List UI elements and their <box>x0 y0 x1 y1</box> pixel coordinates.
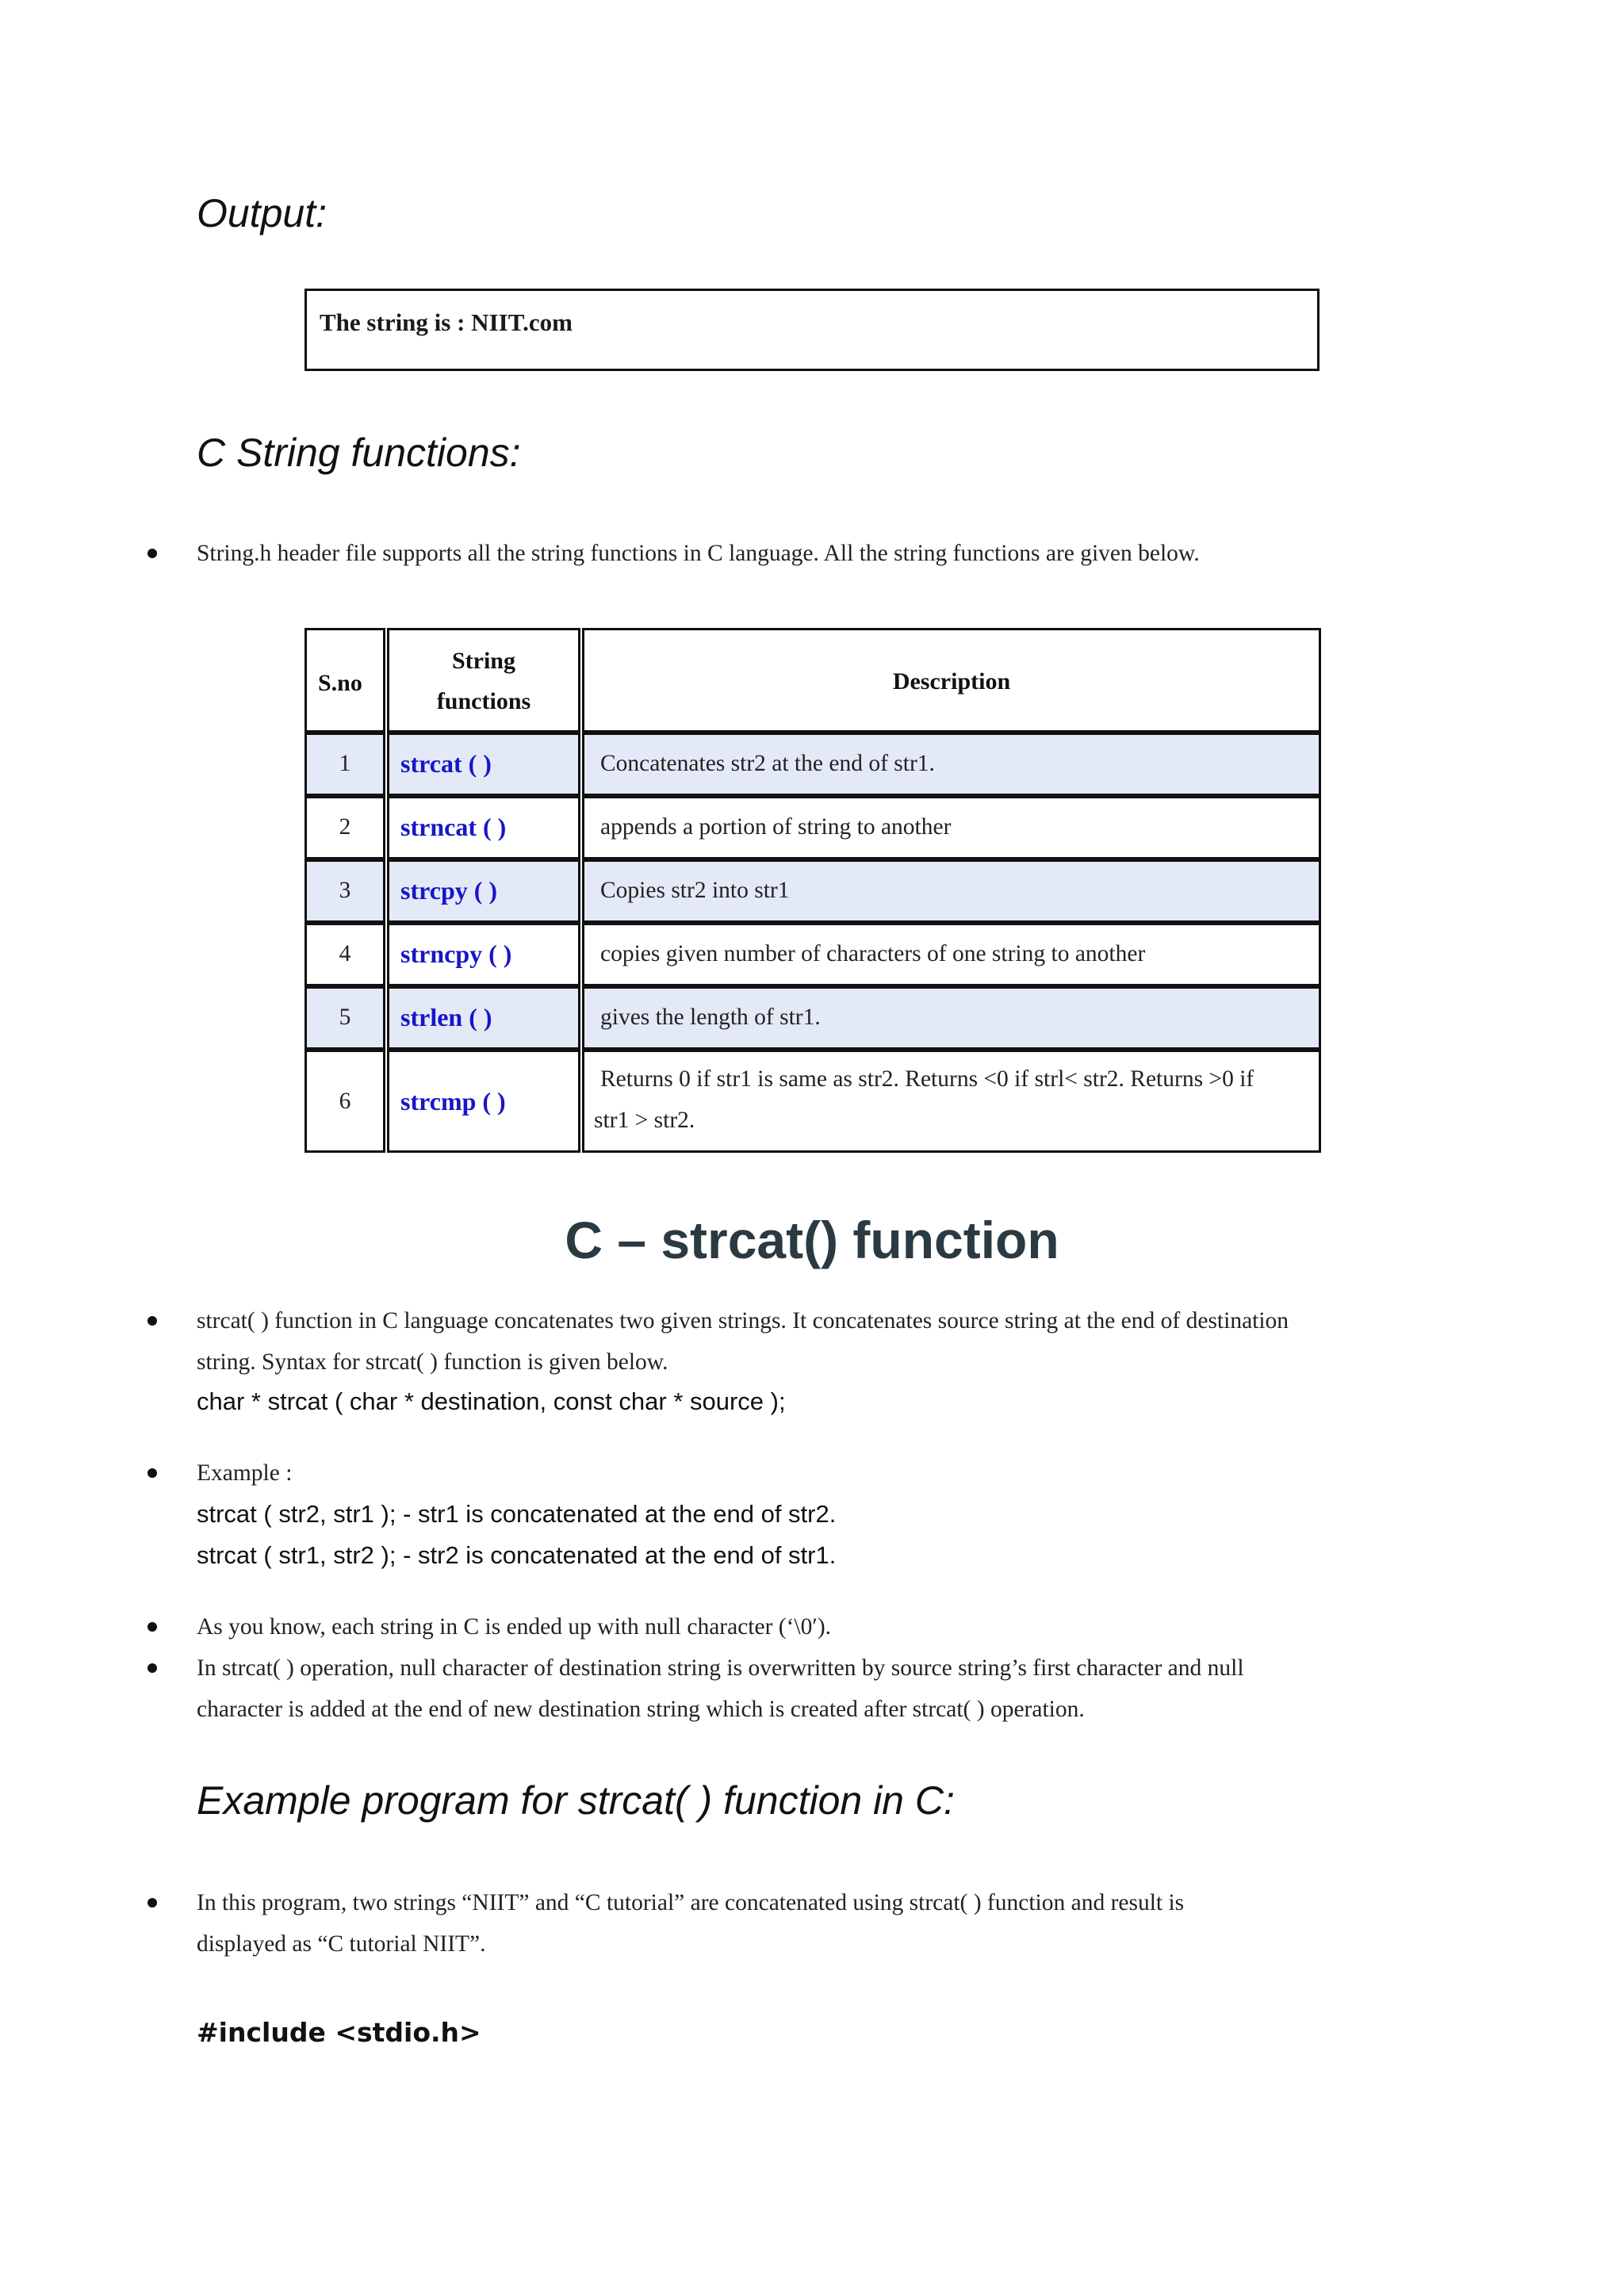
bullet-dot <box>147 549 157 558</box>
output-box-text: The string is : NIIT.com <box>320 308 573 336</box>
table-cell-function <box>387 986 580 1050</box>
row-function: strncpy ( ) <box>400 939 512 968</box>
overwrite-line2: character is added at the end of new destination string which is created after strcat( ) operation. <box>197 1697 1085 1722</box>
row-sno: 6 <box>339 1089 351 1114</box>
table-header-functions <box>387 628 580 733</box>
string-functions-heading: C String functions: <box>197 430 521 475</box>
code-include: #include <stdio.h> <box>197 2017 481 2048</box>
row-function: strcmp ( ) <box>400 1087 506 1115</box>
row-function: strcpy ( ) <box>400 876 498 905</box>
row-function: strncat ( ) <box>400 813 507 841</box>
table-header-sno <box>304 628 385 733</box>
table-header-description-label: Description <box>892 668 1011 695</box>
table-header-sno-label: S.no <box>318 670 362 696</box>
row-description-line1: Returns 0 if str1 is same as str2. Returns <0 if strl< str2. Returns >0 if <box>600 1066 1254 1092</box>
program-line1: In this program, two strings “NIIT” and “C tutorial” are concatenated using strcat( ) function and result is <box>197 1890 1185 1915</box>
table-cell-description <box>582 796 1321 859</box>
null-char-text: As you know, each string in C is ended up with null character (‘\0′). <box>197 1614 832 1640</box>
overwrite-line1: In strcat( ) operation, null character of destination string is overwritten by source string’s first character and null <box>197 1655 1244 1681</box>
example-program-heading: Example program for strcat( ) function in C: <box>197 1778 955 1823</box>
bullet-dot <box>147 1468 157 1478</box>
table-header-functions-line1: String <box>451 648 515 674</box>
program-line2: displayed as “C tutorial NIIT”. <box>197 1931 486 1957</box>
row-function: strcat ( ) <box>400 749 492 778</box>
output-heading: Output: <box>197 191 327 235</box>
table-cell-description <box>582 859 1321 923</box>
string-h-text: String.h header file supports all the string functions in C language. All the string functions are given below. <box>197 541 1200 566</box>
example-line1: strcat ( str2, str1 ); - str1 is concatenated at the end of str2. <box>197 1500 837 1528</box>
bullet-dot <box>147 1898 157 1908</box>
table-cell-function <box>387 859 580 923</box>
table-row <box>304 796 385 859</box>
table-cell-function <box>387 733 580 796</box>
output-box <box>304 289 1320 371</box>
row-sno: 1 <box>339 751 351 776</box>
strcat-title: C – strcat() function <box>565 1211 1059 1269</box>
table-cell-description <box>582 1050 1321 1153</box>
row-sno: 4 <box>339 941 351 966</box>
table-cell-function <box>387 923 580 986</box>
table-cell-function <box>387 1050 580 1153</box>
table-row <box>304 859 385 923</box>
row-function: strlen ( ) <box>400 1003 492 1031</box>
row-description: copies given number of characters of one string to another <box>600 941 1146 966</box>
row-description: Concatenates str2 at the end of str1. <box>600 751 935 776</box>
table-header-description <box>582 628 1321 733</box>
table-row <box>304 986 385 1050</box>
bullet-dot <box>147 1316 157 1326</box>
bullet-dot <box>147 1622 157 1632</box>
bullet-dot <box>147 1663 157 1673</box>
strcat-para-line1: strcat( ) function in C language concatenates two given strings. It concatenates source string at the end of destination <box>197 1308 1289 1334</box>
row-sno: 2 <box>339 814 351 840</box>
row-description: appends a portion of string to another <box>600 814 952 840</box>
example-line2: strcat ( str1, str2 ); - str2 is concatenated at the end of str1. <box>197 1541 837 1569</box>
row-description-line2: str1 > str2. <box>594 1108 695 1133</box>
row-description: gives the length of str1. <box>600 1004 821 1030</box>
example-label: Example : <box>197 1460 293 1486</box>
row-description: Copies str2 into str1 <box>600 878 790 903</box>
strcat-para-line2: string. Syntax for strcat( ) function is given below. <box>197 1349 668 1375</box>
table-cell-function <box>387 796 580 859</box>
table-row <box>304 1050 385 1153</box>
table-cell-description <box>582 923 1321 986</box>
table-cell-description <box>582 986 1321 1050</box>
table-row <box>304 733 385 796</box>
table-cell-description <box>582 733 1321 796</box>
table-header-functions-line2: functions <box>436 688 531 714</box>
row-sno: 5 <box>339 1004 351 1030</box>
table-row <box>304 923 385 986</box>
strcat-syntax: char * strcat ( char * destination, const char * source ); <box>197 1387 786 1415</box>
row-sno: 3 <box>339 878 351 903</box>
